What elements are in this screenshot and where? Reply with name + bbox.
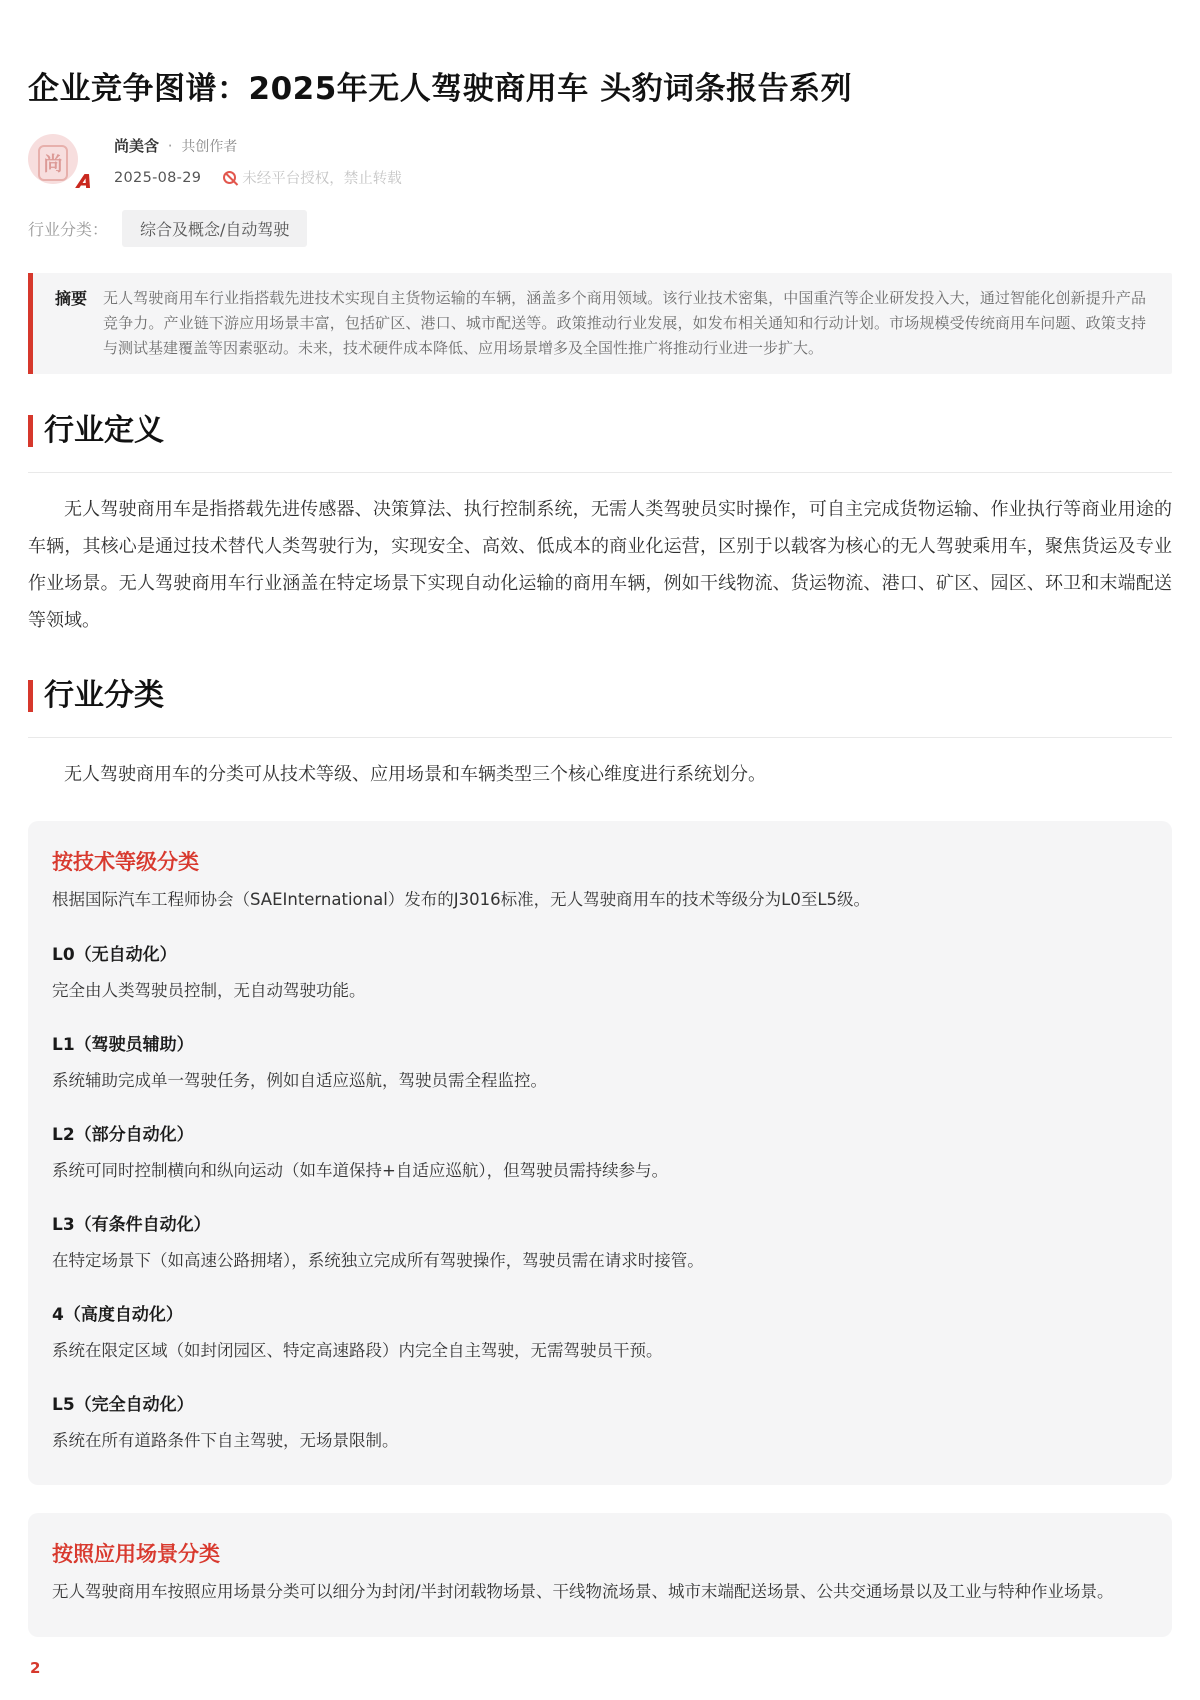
level-item-l3 — [52, 1212, 1148, 1275]
date-line — [114, 167, 402, 188]
category-row — [28, 210, 1172, 247]
abstract-box — [28, 273, 1172, 374]
author-meta — [114, 134, 402, 188]
page-number: 2 — [30, 1659, 41, 1677]
level-item-l1 — [52, 1032, 1148, 1095]
heading-accent-bar — [28, 415, 33, 447]
card-intro: 无人驾驶商用车按照应用场景分类可以细分为封闭/半封闭载物场景、干线物流场景、城市末端配送场景、公共交通场景以及工业与特种作业场景。 — [52, 1582, 1114, 1601]
section-heading-industry-definition — [28, 412, 1172, 450]
level-title: L0（无自动化） — [52, 945, 177, 965]
level-title: L2（部分自动化） — [52, 1125, 194, 1145]
author-line — [114, 136, 402, 157]
author-role: 共创作者 — [181, 139, 238, 155]
level-desc: 完全由人类驾驶员控制，无自动驾驶功能。 — [52, 981, 366, 1000]
license-notice: 未经平台授权，禁止转载 — [242, 171, 402, 187]
level-item-l4 — [52, 1302, 1148, 1365]
level-desc: 系统可同时控制横向和纵向运动（如车道保持+自适应巡航），但驾驶员需持续参与。 — [52, 1161, 669, 1180]
level-title: L3（有条件自动化） — [52, 1215, 211, 1235]
avatar-initial: 尚 — [38, 145, 67, 181]
category-label: 行业分类： — [28, 220, 109, 239]
avatar-wrap — [28, 134, 94, 193]
heading-accent-bar — [28, 680, 33, 712]
section-divider — [28, 737, 1172, 738]
card-intro: 根据国际汽车工程师协会（SAEInternational）发布的J3016标准，无人驾驶商用车的技术等级分为L0至L5级。 — [52, 890, 871, 909]
leadleo-logo-icon: A — [76, 171, 94, 193]
level-desc: 系统在所有道路条件下自主驾驶，无场景限制。 — [52, 1431, 399, 1450]
level-desc: 系统辅助完成单一驾驶任务，例如自适应巡航，驾驶员需全程监控。 — [52, 1071, 547, 1090]
avatar[interactable] — [28, 134, 78, 184]
abstract-text: 无人驾驶商用车行业指搭载先进技术实现自主货物运输的车辆，涵盖多个商用领域。该行业技术密集，中国重汽等企业研发投入大，通过智能化创新提升产品竞争力。产业链下游应用场景丰富，包括矿区、港口、城市配送等。政策推动行业发展，如发布相关通知和行动计划。市场规模受传统商用车问题、政策支持与测试基建覆盖等因素驱动。未来，技术硬件成本降低、应用场景增多及全国性推广将推动行业进一步扩大。 — [103, 289, 1146, 357]
abstract-label: 摘要 — [55, 289, 88, 308]
author-name[interactable]: 尚美含 — [114, 137, 160, 155]
industry-definition-paragraph: 无人驾驶商用车是指搭载先进传感器、决策算法、执行控制系统，无需人类驾驶员实时操作，可自主完成货物运输、作业执行等商业用途的车辆，其核心是通过技术替代人类驾驶行为，实现安全、高效、低成本的商业化运营，区别于以载客为核心的无人驾驶乘用车，聚焦货运及专业作业场景。无人驾驶商用车行业涵盖在特定场景下实现自动化运输的商用车辆，例如干线物流、货运物流、港口、矿区、园区、环卫和末端配送等领域。 — [28, 499, 1172, 631]
level-desc: 系统在限定区域（如封闭园区、特定高速路段）内完全自主驾驶，无需驾驶员干预。 — [52, 1341, 663, 1360]
page-title: 企业竞争图谱：2025年无人驾驶商用车 头豹词条报告系列 — [28, 71, 853, 107]
card-tech-level-classification — [28, 821, 1172, 1485]
level-title: L1（驾驶员辅助） — [52, 1035, 194, 1055]
industry-classification-paragraph: 无人驾驶商用车的分类可从技术等级、应用场景和车辆类型三个核心维度进行系统划分。 — [64, 764, 766, 785]
level-item-l2 — [52, 1122, 1148, 1185]
section-divider — [28, 472, 1172, 473]
author-separator: · — [167, 137, 173, 155]
section-heading-label: 行业定义 — [44, 413, 164, 448]
level-item-l0 — [52, 942, 1148, 1005]
level-title: L5（完全自动化） — [52, 1395, 194, 1415]
category-tag[interactable]: 综合及概念/自动驾驶 — [122, 210, 307, 247]
section-heading-industry-classification — [28, 677, 1172, 715]
card-application-scenario-classification — [28, 1513, 1172, 1637]
section-heading-label: 行业分类 — [44, 678, 164, 713]
author-block — [28, 134, 1172, 193]
card-title: 按技术等级分类 — [52, 850, 199, 874]
no-reprint-icon — [223, 171, 236, 184]
level-title: 4（高度自动化） — [52, 1305, 183, 1325]
card-title: 按照应用场景分类 — [52, 1542, 220, 1566]
level-item-l5 — [52, 1392, 1148, 1455]
publish-date: 2025-08-29 — [114, 169, 202, 186]
level-desc: 在特定场景下（如高速公路拥堵），系统独立完成所有驾驶操作，驾驶员需在请求时接管。 — [52, 1251, 704, 1270]
